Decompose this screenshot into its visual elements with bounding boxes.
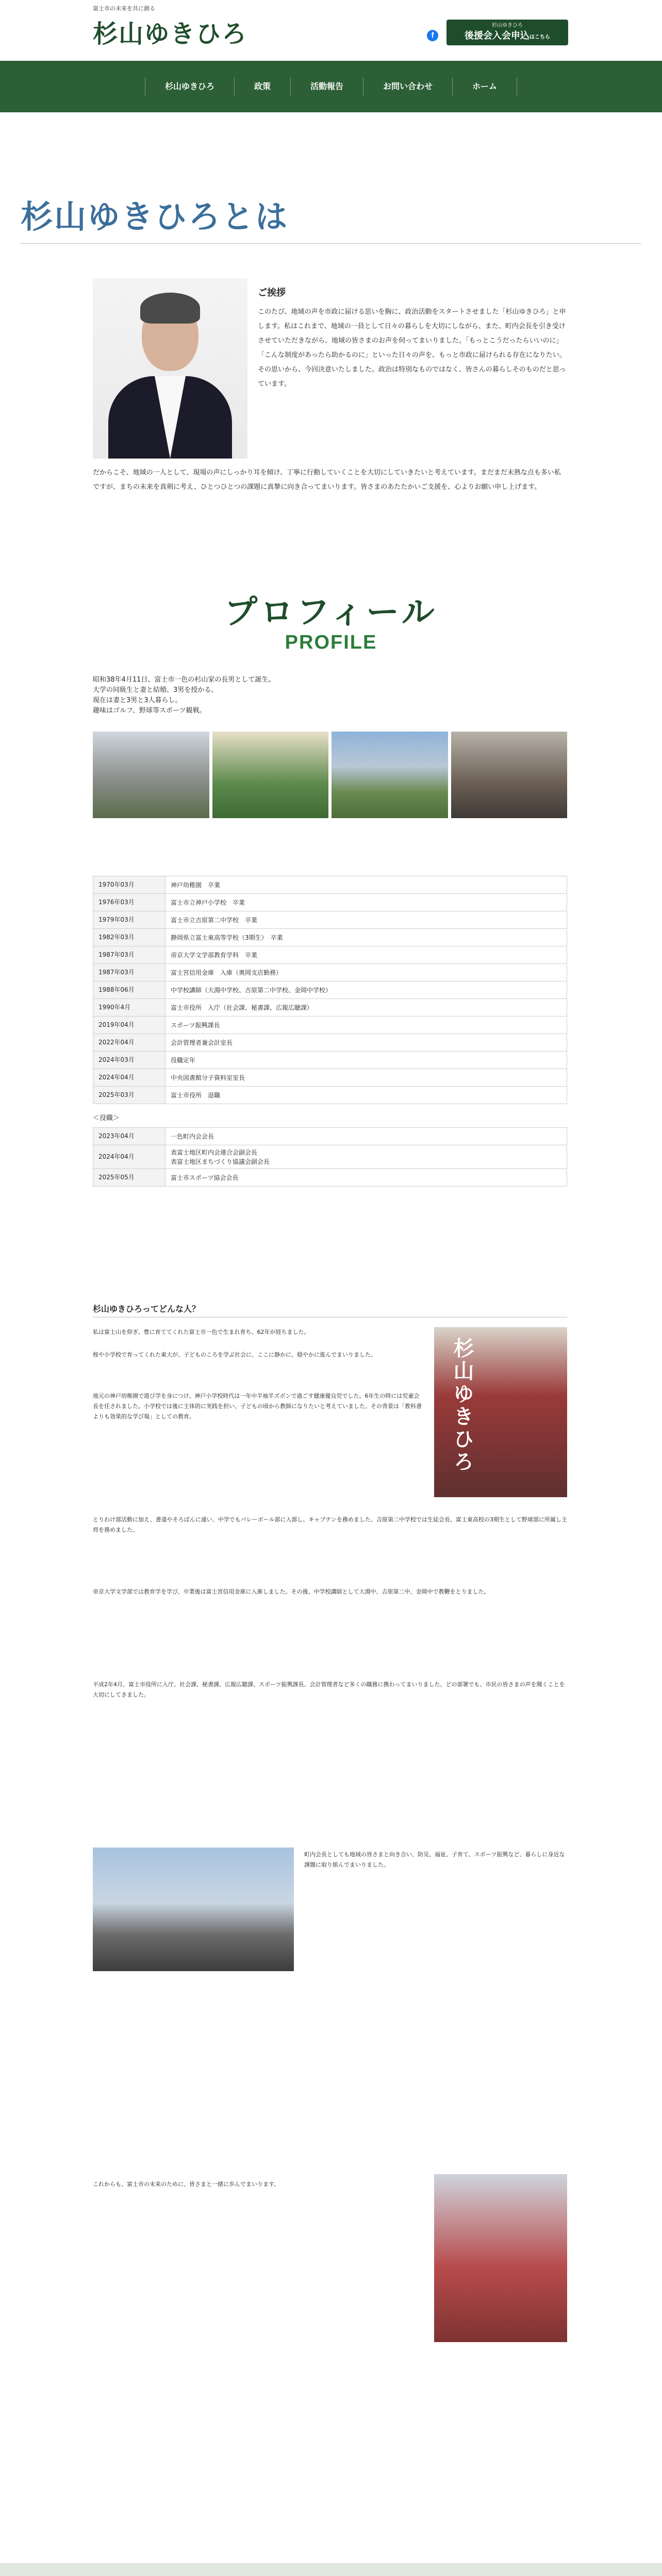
row-event: 富士宮信用金庫 入庫（奥岡支店勤務）	[166, 964, 567, 981]
about-title: 杉山ゆきひろとは	[21, 198, 289, 235]
profile-intro-line: 現在は妻と3男と3人暮らし。	[93, 697, 182, 704]
table-row	[93, 1145, 567, 1169]
row-year: 1988年06月	[93, 981, 166, 999]
row-year: 2022年04月	[93, 1034, 166, 1052]
nav-item-activity[interactable]: 活動報告	[291, 77, 363, 96]
profile-photo	[332, 732, 448, 818]
row-event: 富士市立神戸小学校 卒業	[166, 894, 567, 911]
row-year: 1990年4月	[93, 999, 166, 1016]
table-row	[93, 1016, 567, 1034]
table-row	[93, 1069, 567, 1087]
story-paragraph: 帝京大学文学部では教育学を学び、卒業後は富士宮信用金庫に入庫しました。その後、中学校講師として大淵中、吉原第二中、金岡中で教鞭をとりました。	[93, 1588, 490, 1595]
story-paragraph: 私は富士山を仰ぎ、豊に育ててくれた富士市一色で生まれ育ち、62年が経ちました。	[93, 1329, 310, 1335]
row-event: 中学校講師（大淵中学校、吉原第二中学校、金岡中学校）	[166, 981, 567, 999]
campaign-banner-photo	[434, 1327, 567, 1497]
row-event: 表富士地区町内会連合会副会長 表富士地区まちづくり協議会副会長	[166, 1145, 567, 1169]
table-row	[93, 876, 567, 894]
profile-photo	[212, 732, 329, 818]
profile-photo-strip	[93, 732, 567, 818]
row-event: 一色町内会会長	[166, 1128, 567, 1145]
row-event: スポーツ振興課長	[166, 1016, 567, 1034]
activity-photo	[434, 2174, 567, 2342]
table-row	[93, 946, 567, 964]
row-year: 2024年04月	[93, 1069, 166, 1087]
row-year: 1970年03月	[93, 876, 166, 894]
row-year: 1979年03月	[93, 911, 166, 929]
row-year: 1982年03月	[93, 929, 166, 946]
global-nav	[0, 61, 662, 112]
nav-item-home[interactable]: ホーム	[453, 77, 517, 96]
join-button-line1: 杉山ゆきひろ	[492, 23, 523, 28]
portrait-hair	[140, 293, 200, 324]
join-button-line2	[446, 30, 568, 44]
activity-photo	[93, 1848, 294, 1971]
table-row	[93, 1169, 567, 1187]
row-event: 中央図書館分子資料室室長	[166, 1069, 567, 1087]
site-logo[interactable]: 杉山ゆきひろ	[93, 20, 248, 48]
career-table	[93, 876, 567, 1104]
greeting-body: このたび、地域の声を市政に届ける思いを胸に、政治活動をスタートさせました「杉山ゆきひろ」と申します。私はこれまで、地域の一員として日々の暮らしを大切にしながら、また、町内会長を引き受けさせていただきながら、地域の皆さまのお声を伺ってまいりました。「もっとこうだったらいいのに」「こんな制度があったら助かるのに」といった日々の声を、もっと市政に届けられる存在になりたい。その思いから、今回決意いたしました。政治は特別なものではなく、皆さんの暮らしそのものだと思っています。	[258, 308, 566, 388]
table-row	[93, 981, 567, 999]
greeting-heading: ご挨拶	[258, 287, 286, 298]
profile-subtitle: PROFILE	[285, 632, 377, 653]
profile-intro-line: 大学の同級生と妻と結婚、3男を授かる。	[93, 686, 218, 694]
table-row	[93, 911, 567, 929]
row-event: 役職定年	[166, 1052, 567, 1069]
story-title: 杉山ゆきひろってどんな人？	[93, 1304, 201, 1314]
site-header	[0, 0, 662, 61]
story-paragraph: 地元の神戸幼稚園で遊び学を身につけ、神戸小学校時代は一年中半袖半ズボンで過ごす健康優良児でした。6年生の時には児童会長を任されました。小学校では後に主体的に実践を担い、子どもの頃から教師になりたいと考えていました。その背景は「教科書よりも効果的な学び場」としての教育。	[93, 1393, 422, 1420]
portrait-photo	[93, 278, 247, 459]
row-year: 1987年03月	[93, 964, 166, 981]
row-event: 富士市役所 退職	[166, 1087, 567, 1104]
join-button-small: はこちら	[529, 35, 550, 40]
table-row	[93, 1034, 567, 1052]
positions-table	[93, 1127, 567, 1187]
nav-item-policy[interactable]: 政策	[235, 77, 291, 96]
row-year: 2024年04月	[93, 1145, 166, 1169]
story-paragraph: とりわけ部活動に加え、書道やそろばんに通い、中学でもバレーボール部に入部し、キャプテンを務めました。吉原第二中学校では生徒会長、富士東高校の3期生として野球部に所属し主将を務めました。	[93, 1516, 567, 1533]
row-event: 帝京大学文学部教育学科 卒業	[166, 946, 567, 964]
profile-photo	[451, 732, 568, 818]
table-row	[93, 999, 567, 1016]
table-row	[93, 964, 567, 981]
positions-label: ＜役職＞	[93, 1114, 120, 1122]
row-event: 富士市スポーツ協会会長	[166, 1169, 567, 1187]
table-row	[93, 894, 567, 911]
row-event: 静岡県立富士東高等学校（3期生） 卒業	[166, 929, 567, 946]
profile-title: プロフィール	[224, 593, 438, 632]
join-support-button[interactable]	[446, 20, 568, 45]
row-year: 2023年04月	[93, 1128, 166, 1145]
divider	[21, 243, 641, 244]
row-year: 2025年03月	[93, 1087, 166, 1104]
facebook-icon[interactable]: f	[427, 30, 438, 41]
banner-name: 杉山ゆきひろ	[450, 1337, 474, 1473]
story-paragraph: 桜や小学校で育ってくれた東大が、子どものころを学ぶ社会に、ここに静かに、穏やかに進んでまいりました。	[93, 1351, 376, 1358]
story-paragraph: これからも、富士市の未来のために、皆さまと一緒に歩んでまいります。	[93, 2181, 280, 2188]
profile-intro	[93, 675, 567, 716]
story-paragraph: 町内会長としても地域の皆さまと向き合い、防災、福祉、子育て、スポーツ振興など、暮らしに身近な課題に取り組んでまいりました。	[304, 1851, 565, 1868]
profile-intro-line: 趣味はゴルフ、野球等スポーツ観戦。	[93, 707, 206, 715]
row-event: 富士市立吉原第二中学校 卒業	[166, 911, 567, 929]
table-row	[93, 929, 567, 946]
row-year: 2025年05月	[93, 1169, 166, 1187]
profile-intro-line: 昭和38年4月11日、富士市一色の杉山家の長男として誕生。	[93, 676, 275, 684]
row-event: 会計管理者兼会計室長	[166, 1034, 567, 1052]
story-paragraph: 平成2年4月、富士市役所に入庁。社会課、秘書課、広報広聴課、スポーツ振興課長、会計管理者など多くの職務に携わってまいりました。どの部署でも、市民の皆さまの声を聞くことを大切にしてきました。	[93, 1681, 565, 1698]
nav-item-profile[interactable]: 杉山ゆきひろ	[145, 77, 235, 96]
row-year: 1976年03月	[93, 894, 166, 911]
table-row	[93, 1087, 567, 1104]
row-event: 富士市役所 入庁（社会課、秘書課、広報広聴課）	[166, 999, 567, 1016]
row-event: 神戸幼稚園 卒業	[166, 876, 567, 894]
table-row	[93, 1052, 567, 1069]
row-year: 2019年04月	[93, 1016, 166, 1034]
greeting-continued: だからこそ、地域の一人として、現場の声にしっかり耳を傾け、丁寧に行動していくことを大切にしていきたいと考えています。まだまだ未熟な点も多い私ですが、まちの未来を真剣に考え、ひとつひとつの課題に真摯に向き合ってまいります。皆さまのあたたかいご支援を、心よりお願い申し上げます。	[93, 469, 561, 491]
site-tagline: 富士市の未来を共に創る	[93, 5, 155, 12]
row-year: 1987年03月	[93, 946, 166, 964]
nav-item-contact[interactable]: お問い合わせ	[363, 77, 453, 96]
table-row	[93, 1128, 567, 1145]
support-section	[0, 2563, 662, 2576]
profile-photo	[93, 732, 209, 818]
row-year: 2024年03月	[93, 1052, 166, 1069]
join-button-main: 後援会入会申込	[465, 30, 529, 41]
